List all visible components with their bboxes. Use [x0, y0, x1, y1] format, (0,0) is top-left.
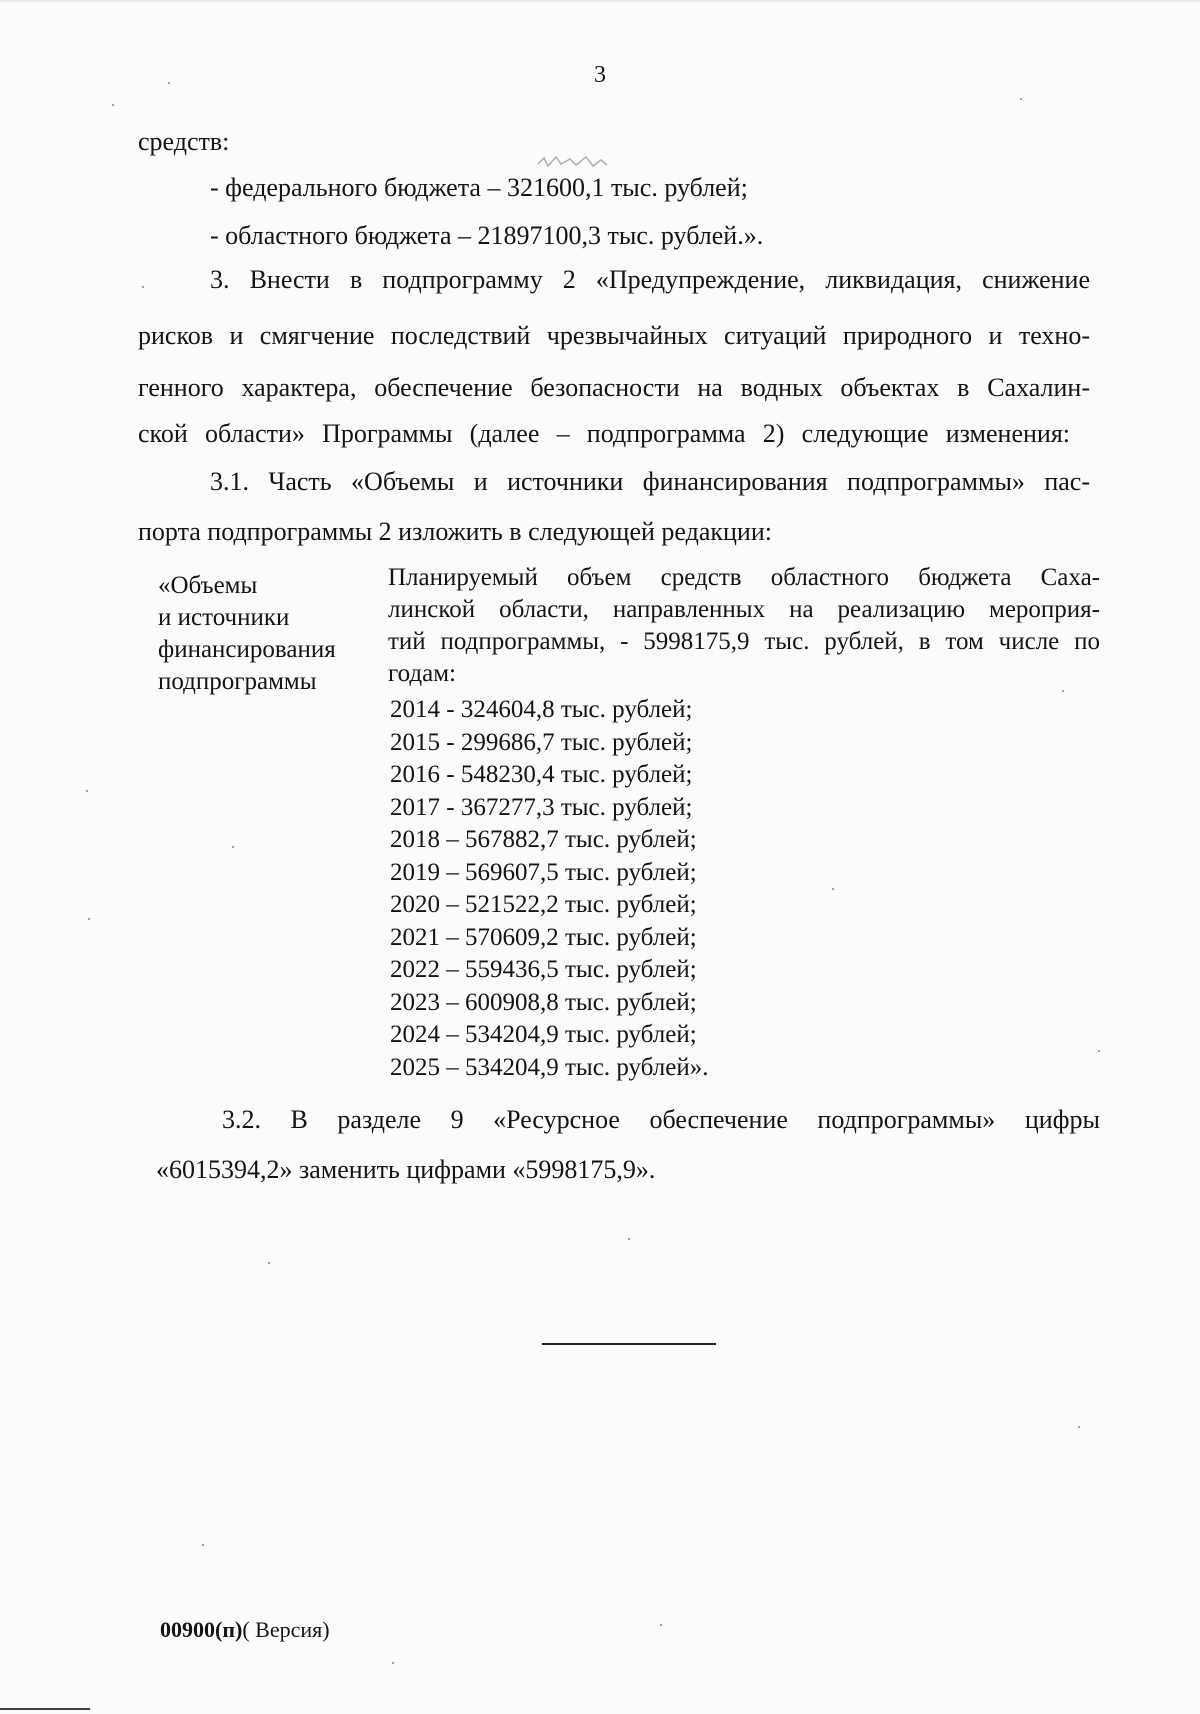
faint-stamp-mark [534, 152, 654, 170]
year-funding-item: 2024 – 534204,9 тыс. рублей; [390, 1021, 697, 1048]
funding-text-line: годам: [388, 660, 456, 687]
year-funding-item: 2015 - 299686,7 тыс. рублей; [390, 728, 693, 756]
scan-speck [832, 888, 834, 890]
document-version: ( Версия) [242, 1617, 330, 1642]
paragraph-line: генного характера, обеспечение безопасности на водных объектах в Сахалин- [138, 373, 1090, 402]
passport-funding-text [388, 562, 1100, 690]
label-line: «Объемы [158, 572, 258, 599]
document-code: 00900(п) [160, 1617, 243, 1642]
funding-text-line: Планируемый объем средств областного бюджета Саха- [388, 564, 1100, 591]
scan-speck [1098, 1050, 1100, 1052]
year-funding-item: 2019 – 569607,5 тыс. рублей; [390, 858, 697, 886]
paragraph-line: рисков и смягчение последствий чрезвычайных ситуаций природного и техно- [138, 321, 1090, 350]
scan-edge-bottom [0, 1708, 90, 1710]
federal-budget-line: - федерального бюджета – 321600,1 тыс. рублей; [210, 173, 748, 202]
year-funding-item: 2025 – 534204,9 тыс. рублей». [390, 1053, 709, 1081]
scan-speck [628, 1238, 630, 1240]
paragraph-line: 3. Внести в подпрограмму 2 «Предупреждение, ликвидация, снижение [210, 265, 1090, 294]
yearly-funding-list [390, 694, 708, 1084]
label-line: подпрограммы [158, 668, 317, 695]
paragraph-line: порта подпрограммы 2 изложить в следующей редакции: [138, 517, 772, 546]
year-funding-item: 2020 – 521522,2 тыс. рублей; [390, 891, 697, 918]
scan-speck [88, 918, 90, 920]
scan-speck [168, 82, 170, 84]
scan-speck [202, 1544, 204, 1546]
funding-text-line: тий подпрограммы, - 5998175,9 тыс. рублей, в том числе по [388, 628, 1100, 655]
regional-budget-line: - областного бюджета – 21897100,3 тыс. рублей.». [210, 221, 764, 250]
scan-edge-top [0, 0, 1200, 2]
year-funding-item: 2021 – 570609,2 тыс. рублей; [390, 923, 697, 951]
year-funding-item: 2022 – 559436,5 тыс. рублей; [390, 956, 697, 983]
year-funding-item: 2023 – 600908,8 тыс. рублей; [390, 988, 697, 1016]
year-funding-item: 2017 - 367277,3 тыс. рублей; [390, 793, 693, 821]
scan-speck [1020, 98, 1022, 100]
paragraph-line: ской области» Программы (далее – подпрограмма 2) следующие изменения: [138, 419, 1070, 448]
paragraph-line: 3.1. Часть «Объемы и источники финансирования подпрограммы» пас- [210, 467, 1090, 496]
closing-rule [542, 1343, 716, 1345]
scan-speck [660, 1624, 662, 1626]
scan-speck [1062, 690, 1064, 692]
paragraph-line: средств: [138, 127, 230, 156]
scan-speck [86, 790, 88, 792]
scan-speck [268, 1262, 270, 1264]
passport-section-label [158, 570, 336, 698]
page-number: 3 [594, 62, 606, 88]
year-funding-item: 2018 – 567882,7 тыс. рублей; [390, 826, 697, 853]
label-line: финансирования [158, 636, 336, 663]
year-funding-item: 2014 - 324604,8 тыс. рублей; [390, 696, 693, 723]
scan-speck [232, 846, 234, 848]
label-line: и источники [158, 604, 290, 631]
year-funding-item: 2016 - 548230,4 тыс. рублей; [390, 761, 693, 788]
section-3-2-line: 3.2. В разделе 9 «Ресурсное обеспечение подпрограммы» цифры [222, 1105, 1100, 1134]
funding-text-line: линской области, направленных на реализацию мероприя- [388, 596, 1100, 623]
scan-speck [112, 104, 114, 106]
scan-speck [142, 286, 144, 288]
scan-speck [392, 1662, 394, 1664]
section-3-2-line: «6015394,2» заменить цифрами «5998175,9». [156, 1155, 656, 1184]
document-footer [160, 1616, 330, 1644]
scan-speck [1078, 1426, 1080, 1428]
